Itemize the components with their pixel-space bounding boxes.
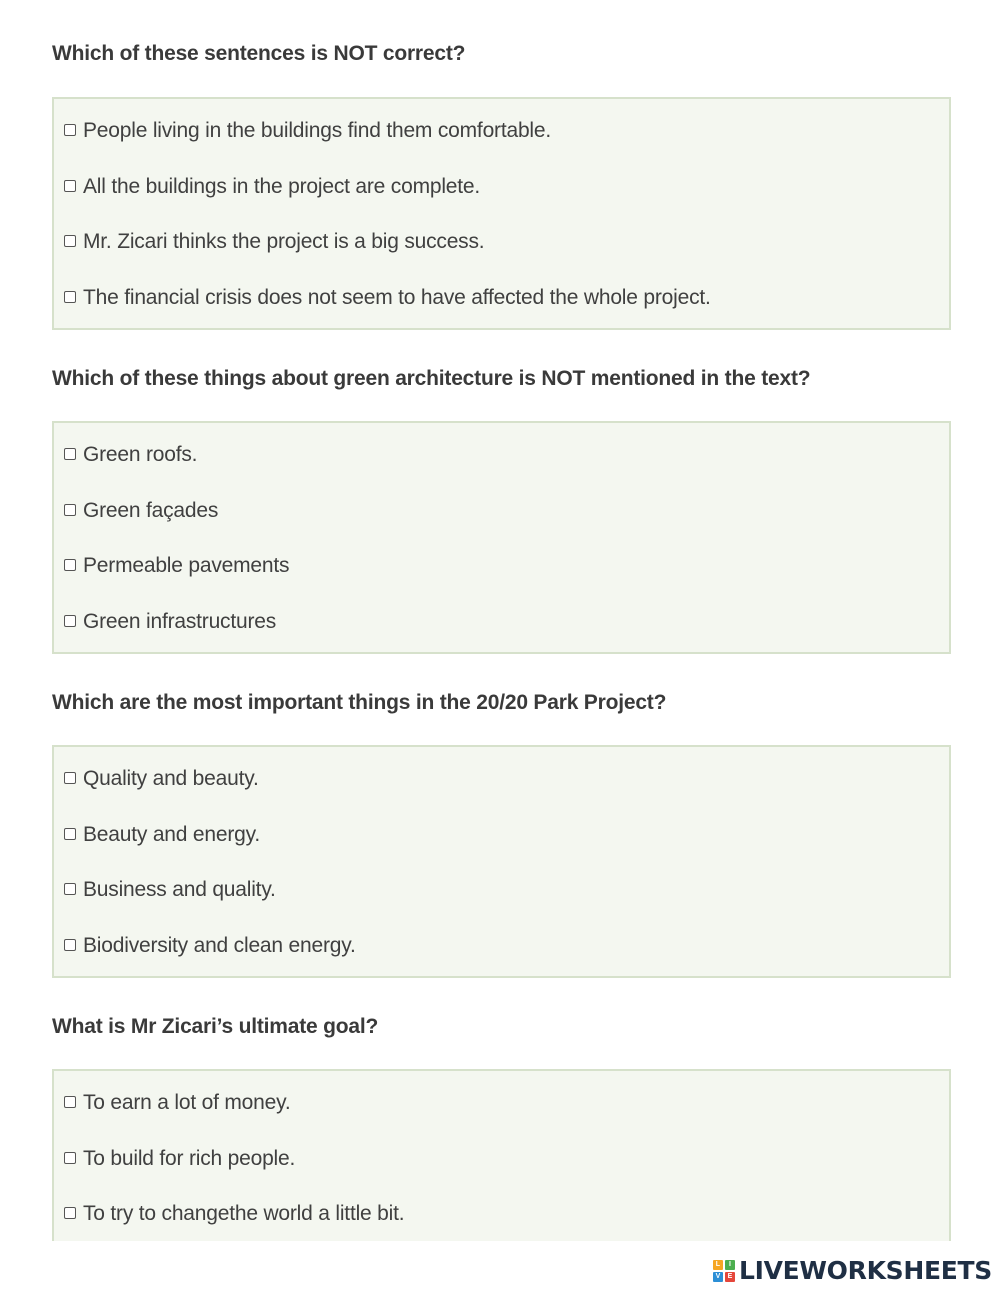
option-label: Permeable pavements [83,554,290,577]
option-1-1[interactable] [64,118,551,144]
option-label: People living in the buildings find them comfortable. [83,119,552,142]
checkbox-icon[interactable] [64,1152,76,1164]
option-3-3[interactable] [64,877,276,903]
checkbox-icon[interactable] [64,559,76,571]
option-label: To try to changethe world a little bit. [83,1202,405,1225]
option-3-1[interactable] [64,766,259,792]
question-2-options [52,421,951,654]
option-4-3[interactable] [64,1201,404,1227]
option-2-4[interactable] [64,609,276,635]
option-label: Beauty and energy. [83,823,260,846]
logo-mark-cell: L [713,1260,723,1270]
option-label: Green roofs. [83,443,198,466]
option-label: Biodiversity and clean energy. [83,934,356,957]
question-3-text: Which are the most important things in the 20/20 Park Project? [52,691,667,714]
option-label: To build for rich people. [83,1147,296,1170]
option-label: Green infrastructures [83,610,277,633]
option-2-1[interactable] [64,442,197,468]
option-3-4[interactable] [64,933,356,959]
option-2-2[interactable] [64,498,218,524]
checkbox-icon[interactable] [64,939,76,951]
option-label: The financial crisis does not seem to have affected the whole project. [83,286,711,309]
option-2-3[interactable] [64,553,289,579]
checkbox-icon[interactable] [64,448,76,460]
checkbox-icon[interactable] [64,615,76,627]
question-3-options [52,745,951,978]
liveworksheets-logo [713,1256,992,1285]
checkbox-icon[interactable] [64,180,76,192]
option-label: All the buildings in the project are complete. [83,175,481,198]
option-label: Green façades [83,499,219,522]
option-label: Business and quality. [83,878,276,901]
option-3-2[interactable] [64,822,260,848]
logo-text: LIVEWORKSHEETS [738,1256,992,1285]
option-4-2[interactable] [64,1146,295,1172]
question-2-text: Which of these things about green architecture is NOT mentioned in the text? [52,367,811,390]
option-1-4[interactable] [64,285,711,311]
logo-mark-cell: E [725,1272,735,1282]
checkbox-icon[interactable] [64,235,76,247]
logo-mark-cell: V [713,1272,723,1282]
logo-mark-icon [713,1260,735,1282]
option-label: Mr. Zicari thinks the project is a big success. [83,230,485,253]
checkbox-icon[interactable] [64,883,76,895]
checkbox-icon[interactable] [64,1207,76,1219]
option-4-1[interactable] [64,1090,290,1116]
question-4-text: What is Mr Zicari’s ultimate goal? [52,1015,379,1038]
option-1-3[interactable] [64,229,484,255]
checkbox-icon[interactable] [64,1096,76,1108]
checkbox-icon[interactable] [64,504,76,516]
checkbox-icon[interactable] [64,291,76,303]
logo-mark-cell: I [725,1260,735,1270]
checkbox-icon[interactable] [64,828,76,840]
checkbox-icon[interactable] [64,124,76,136]
option-label: To earn a lot of money. [83,1091,291,1114]
checkbox-icon[interactable] [64,772,76,784]
option-1-2[interactable] [64,174,480,200]
question-1-options [52,97,951,330]
option-label: Quality and beauty. [83,767,259,790]
question-4-options [52,1069,951,1269]
question-1-text: Which of these sentences is NOT correct? [52,42,466,65]
